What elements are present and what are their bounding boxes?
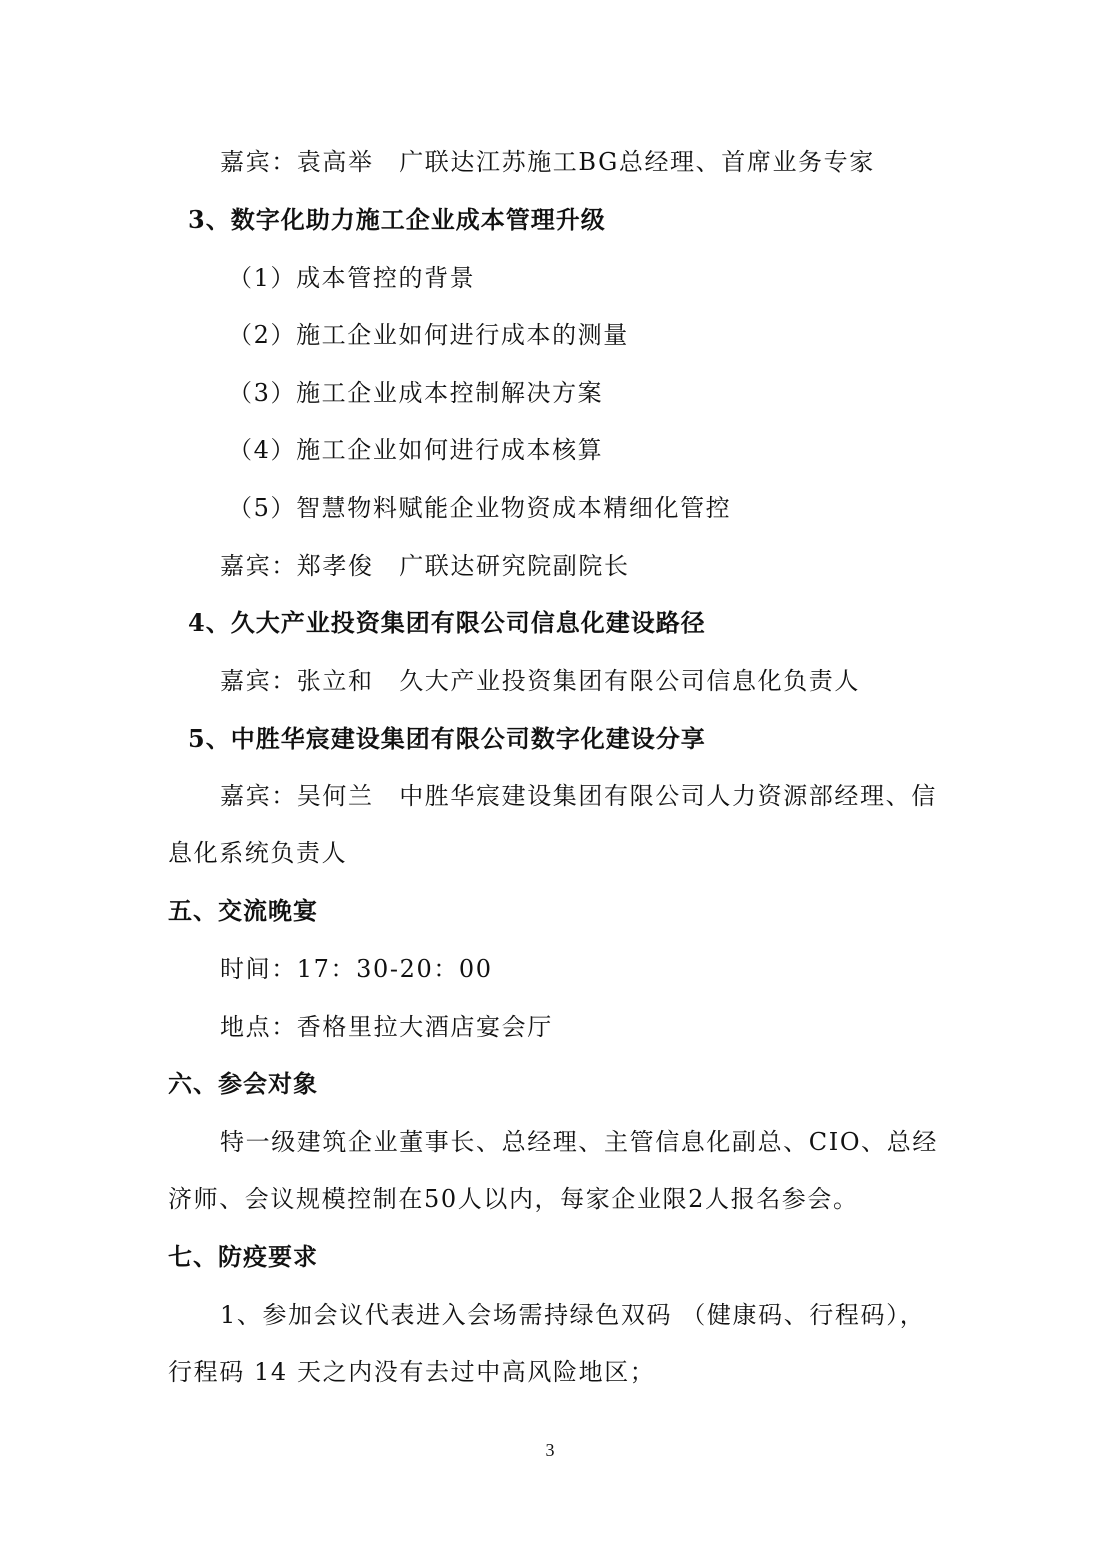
section-heading-5: 5、中胜华宸建设集团有限公司数字化建设分享 [188, 724, 706, 753]
page-number: 3 [545, 1440, 555, 1460]
list-item-5: （5）智慧物料赋能企业物资成本精细化管控 [228, 494, 732, 522]
guest-line-yuan: 嘉宾：袁高举 广联达江苏施工BG总经理、首席业务专家 [220, 148, 875, 176]
epidemic-paragraph-line2: 行程码 14 天之内没有去过中高风险地区； [168, 1358, 656, 1386]
section-heading-4: 4、久大产业投资集团有限公司信息化建设路径 [188, 608, 706, 637]
guest-line-wu: 嘉宾：吴何兰 中胜华宸建设集团有限公司人力资源部经理、信 [220, 782, 937, 810]
attendees-paragraph-line1: 特一级建筑企业董事长、总经理、主管信息化副总、CIO、总经 [220, 1128, 938, 1156]
banquet-location: 地点：香格里拉大酒店宴会厅 [220, 1013, 553, 1041]
banquet-time: 时间：17：30-20：00 [220, 955, 493, 983]
heading-attendees: 六、参会对象 [168, 1069, 318, 1098]
section-heading-3: 3、数字化助力施工企业成本管理升级 [188, 205, 606, 234]
heading-epidemic: 七、防疫要求 [168, 1242, 318, 1271]
guest-line-zheng: 嘉宾：郑孝俊 广联达研究院副院长 [220, 552, 630, 580]
list-item-2: （2）施工企业如何进行成本的测量 [228, 321, 629, 349]
list-item-1: （1）成本管控的背景 [228, 264, 476, 292]
list-item-4: （4）施工企业如何进行成本核算 [228, 436, 604, 464]
guest-line-zhang: 嘉宾：张立和 久大产业投资集团有限公司信息化负责人 [220, 667, 860, 695]
list-item-3: （3）施工企业成本控制解决方案 [228, 379, 604, 407]
guest-line-wu-cont: 息化系统负责人 [168, 839, 348, 867]
heading-banquet: 五、交流晚宴 [168, 896, 318, 925]
epidemic-paragraph-line1: 1、参加会议代表进入会场需持绿色双码 （健康码、行程码）， [220, 1301, 926, 1329]
attendees-paragraph-line2: 济师、会议规模控制在50人以内，每家企业限2人报名参会。 [168, 1185, 859, 1213]
